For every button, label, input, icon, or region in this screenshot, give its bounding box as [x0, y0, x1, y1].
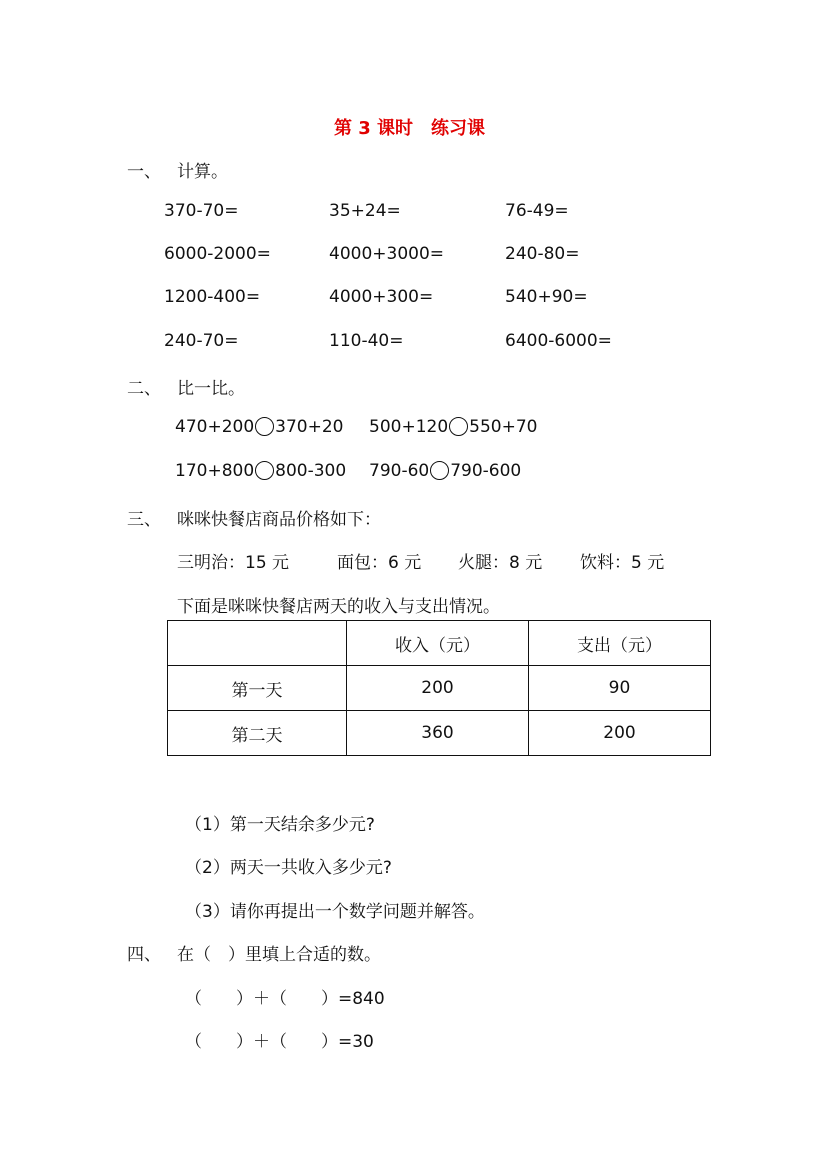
compare-right: 370+20 [275, 417, 344, 437]
table-header-cell: 收入（元） [347, 621, 529, 666]
table-cell: 90 [529, 666, 711, 711]
section-1-number: 一、 [127, 162, 161, 182]
compare-right: 800-300 [275, 461, 347, 481]
price-drink: 饮料：5 元 [580, 553, 665, 573]
question-item: （3）请你再提出一个数学问题并解答。 [185, 902, 485, 922]
calc-item: 4000+300= [329, 287, 434, 307]
question-item: （2）两天一共收入多少元? [185, 858, 392, 878]
section-1-heading: 计算。 [177, 162, 228, 182]
table-header-cell [168, 621, 347, 666]
calc-item: 540+90= [505, 287, 588, 307]
calc-item: 110-40= [329, 331, 404, 351]
calc-item: 6000-2000= [164, 244, 271, 264]
calc-item: 1200-400= [164, 287, 261, 307]
section-4-number: 四、 [127, 945, 161, 965]
calc-item: 76-49= [505, 201, 569, 221]
calc-item: 6400-6000= [505, 331, 612, 351]
calc-item: 35+24= [329, 201, 401, 221]
page-title: 第 3 课时 练习课 [334, 118, 486, 139]
compare-item [369, 461, 521, 481]
price-sandwich: 三明治：15 元 [177, 553, 290, 573]
calc-item: 240-80= [505, 244, 580, 264]
compare-left: 500+120 [369, 417, 449, 437]
compare-item [369, 417, 537, 437]
compare-item [175, 461, 346, 481]
table-cell: 360 [347, 711, 529, 756]
calc-item: 370-70= [164, 201, 239, 221]
compare-left: 470+200 [175, 417, 255, 437]
table-cell: 200 [529, 711, 711, 756]
compare-circle[interactable] [449, 417, 468, 436]
compare-left: 790-60 [369, 461, 430, 481]
section-2-heading: 比一比。 [177, 379, 245, 399]
calc-item: 4000+3000= [329, 244, 445, 264]
price-ham: 火腿：8 元 [458, 553, 543, 573]
table-row [168, 711, 711, 756]
section-2-number: 二、 [127, 379, 161, 399]
compare-right: 790-600 [450, 461, 522, 481]
table-row [168, 666, 711, 711]
table-cell: 第一天 [168, 666, 347, 711]
fill-blank-item[interactable]: （ ）＋（ ）=30 [185, 1032, 374, 1052]
table-header-row [168, 621, 711, 666]
question-item: （1）第一天结余多少元? [185, 815, 375, 835]
compare-right: 550+70 [469, 417, 538, 437]
section-3-number: 三、 [127, 510, 161, 530]
table-cell: 200 [347, 666, 529, 711]
section-3-intro: 下面是咪咪快餐店两天的收入与支出情况。 [177, 597, 500, 617]
income-expense-table [167, 620, 711, 756]
compare-circle[interactable] [430, 461, 449, 480]
price-bread: 面包：6 元 [337, 553, 422, 573]
table-cell: 第二天 [168, 711, 347, 756]
section-3-heading: 咪咪快餐店商品价格如下： [177, 510, 381, 530]
compare-item [175, 417, 343, 437]
calc-item: 240-70= [164, 331, 239, 351]
compare-left: 170+800 [175, 461, 255, 481]
fill-blank-item[interactable]: （ ）＋（ ）=840 [185, 989, 385, 1009]
compare-circle[interactable] [255, 417, 274, 436]
section-4-heading: 在（ ）里填上合适的数。 [177, 945, 381, 965]
table-header-cell: 支出（元） [529, 621, 711, 666]
compare-circle[interactable] [255, 461, 274, 480]
